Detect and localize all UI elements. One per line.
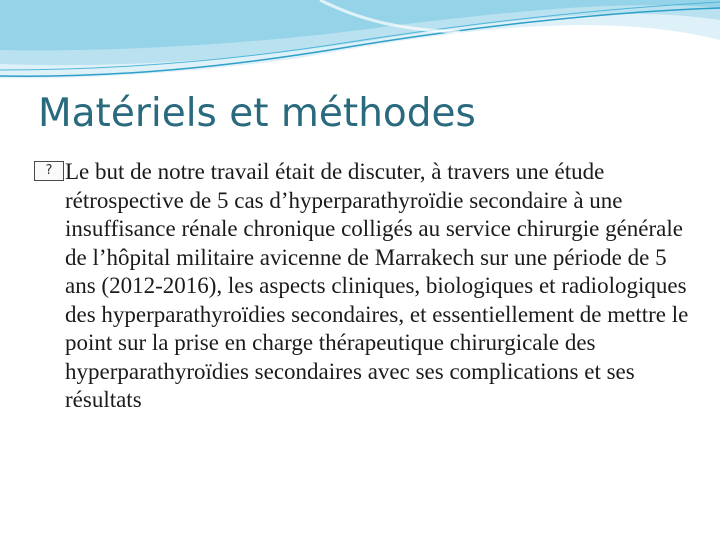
missing-glyph-box-icon: ?	[34, 161, 64, 181]
bullet-item	[34, 158, 694, 415]
slide-title: Matériels et méthodes	[38, 91, 476, 136]
body-paragraph: Le but de notre travail était de discuter, à travers une étude rétrospective de 5 cas d’hyperparathyroïdie secondaire à une insuffisance rénale chronique colligés au service chirurgie générale de l’hôpital militaire avicenne de Marrakech sur une période de 5 ans (2012-2016), les aspects cliniques, biologiques et radiologiques des hyperparathyroïdies secondaires, et essentiellement de mettre le point sur la prise en charge thérapeutique chirurgicale des hyperparathyroïdies secondaires avec ses complications et ses résultats	[65, 159, 689, 412]
header-wave-decoration	[0, 0, 720, 90]
